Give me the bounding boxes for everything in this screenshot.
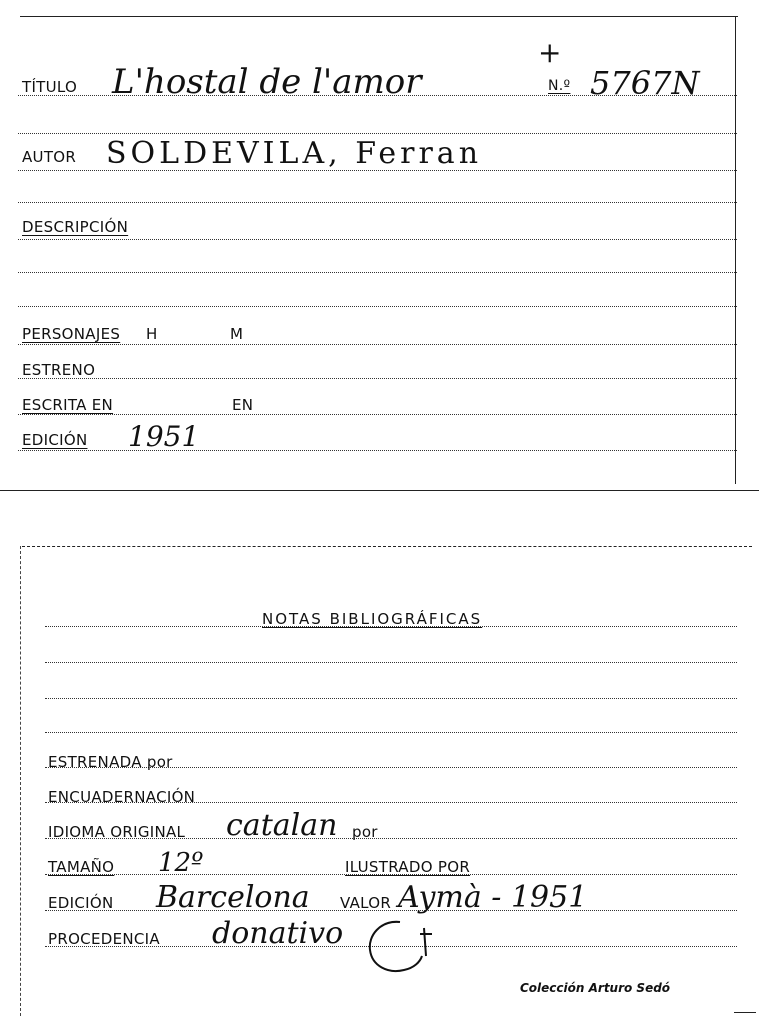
cross-mark: + xyxy=(538,36,562,69)
descripcion-label: DESCRIPCIÓN xyxy=(22,218,129,236)
ruled-line xyxy=(18,202,737,203)
ruled-line xyxy=(45,698,737,699)
idioma-value: catalan xyxy=(226,808,338,843)
ruled-line xyxy=(18,133,737,134)
tamano-label: TAMAÑO xyxy=(48,858,115,876)
notas-bibliograficas-label: NOTAS BIBLIOGRÁFICAS xyxy=(262,610,483,628)
card-bottom-edge xyxy=(0,490,759,491)
personajes-h-label: H xyxy=(146,325,158,343)
ruled-line xyxy=(18,344,737,345)
valor-label: VALOR xyxy=(340,894,392,912)
edicion-value: Barcelona xyxy=(156,880,310,915)
ruled-line xyxy=(18,450,737,451)
ruled-line xyxy=(18,378,737,379)
titulo-label: TÍTULO xyxy=(22,78,78,96)
idioma-original-label: IDIOMA ORIGINAL xyxy=(48,823,186,841)
autor-label: AUTOR xyxy=(22,148,77,166)
encuadernacion-label: ENCUADERNACIÓN xyxy=(48,788,196,806)
tamano-value: 12º xyxy=(158,848,204,878)
edicion-value: 1951 xyxy=(128,420,200,453)
catalog-card-back xyxy=(0,540,759,1028)
estrenada-label xyxy=(48,753,173,771)
personajes-label: PERSONAJES xyxy=(22,325,121,343)
procedencia-label: PROCEDENCIA xyxy=(48,930,160,948)
autor-value: SOLDEVILA, Ferran xyxy=(106,136,483,171)
titulo-value: L'hostal de l'amor xyxy=(112,62,422,102)
card-top-edge xyxy=(20,16,738,17)
estrenada-label-text: ESTRENADA xyxy=(48,753,142,771)
edicion-label: EDICIÓN xyxy=(22,431,88,449)
ruled-line xyxy=(18,414,737,415)
ruled-line xyxy=(18,306,737,307)
ruled-line xyxy=(18,239,737,240)
ruled-line xyxy=(18,272,737,273)
ilustrado-por-label: ILUSTRADO POR xyxy=(345,858,471,876)
ink-stamp-mark xyxy=(362,916,442,978)
collection-stamp: Colección Arturo Sedó xyxy=(520,981,671,995)
edicion-label: EDICIÓN xyxy=(48,894,114,912)
estreno-label: ESTRENO xyxy=(22,361,96,379)
procedencia-value: donativo xyxy=(212,916,344,951)
ruled-line xyxy=(45,662,737,663)
estrenada-por: por xyxy=(146,753,173,771)
numero-value: 5767N xyxy=(590,64,700,102)
card-left-edge xyxy=(20,546,21,1016)
numero-label: N.º xyxy=(548,78,571,94)
en-label: EN xyxy=(232,396,254,414)
idioma-por: por xyxy=(352,823,378,841)
card-top-edge xyxy=(22,546,752,547)
escrita-en-label: ESCRITA EN xyxy=(22,396,114,414)
corner-mark xyxy=(734,1012,756,1013)
ruled-line xyxy=(45,732,737,733)
personajes-m-label: M xyxy=(230,325,244,343)
catalog-card-front xyxy=(0,0,759,500)
valor-value: Aymà - 1951 xyxy=(398,880,588,915)
